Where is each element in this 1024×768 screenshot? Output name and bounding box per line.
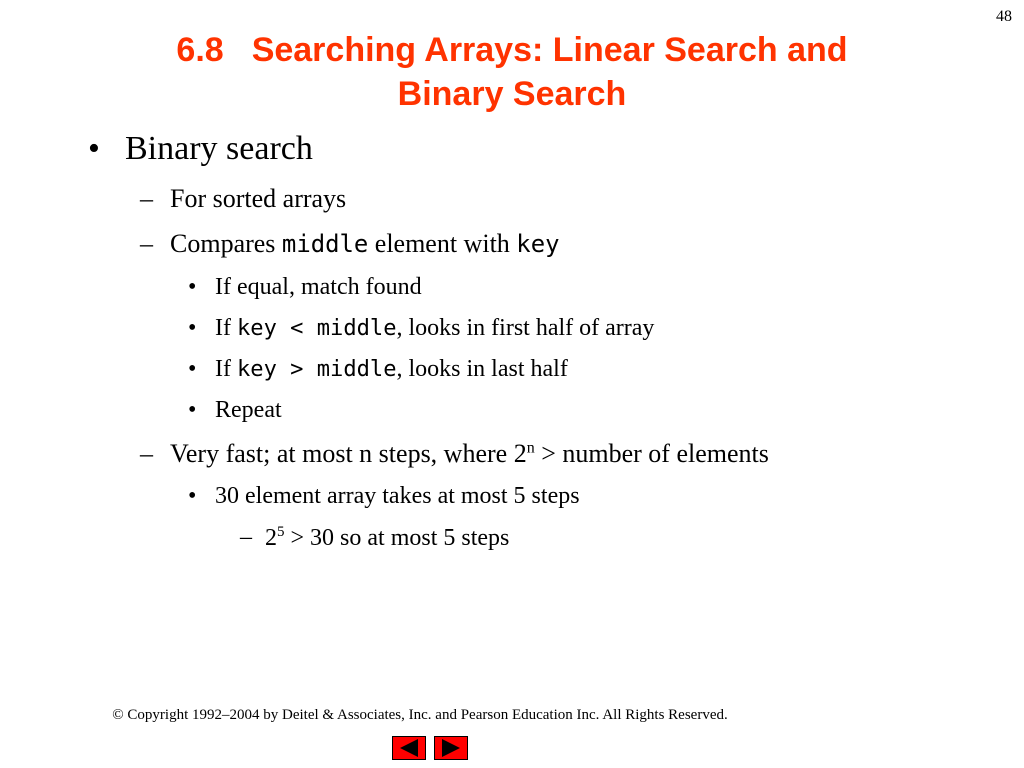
bullet-binary-search: Binary search (125, 130, 313, 167)
bullet-marker: • (88, 130, 100, 167)
text: Very fast; at most n steps, where 2 (170, 439, 527, 468)
bullet-very-fast (170, 439, 769, 469)
bullet-equal-match: If equal, match found (215, 274, 422, 300)
slide-number: 48 (996, 8, 1012, 25)
text: > number of elements (534, 439, 769, 468)
dash-marker: – (240, 524, 252, 550)
bullet-2-pow-5 (265, 524, 509, 552)
copyright-footer: © Copyright 1992–2004 by Deitel & Associates, Inc. and Pearson Education Inc. All Rights Reserved. (112, 707, 728, 723)
bullet-marker: • (188, 274, 197, 300)
slide-title (40, 28, 984, 116)
title-text-1: Searching Arrays: Linear Search and (251, 31, 848, 69)
arrow-left-icon (393, 737, 425, 759)
arrow-right-icon (435, 737, 467, 759)
code-key-greater-middle: key > middle (236, 357, 397, 382)
superscript: 5 (277, 524, 285, 540)
bullet-marker: • (188, 483, 197, 509)
bullet-30-elements: 30 element array takes at most 5 steps (215, 483, 580, 509)
text: If (215, 315, 237, 341)
bullet-key-less (215, 315, 654, 342)
previous-slide-button[interactable] (392, 736, 426, 760)
section-number: 6.8 (176, 31, 224, 69)
bullet-marker: • (188, 397, 197, 423)
text: Compares (170, 229, 282, 258)
title-line-2: Binary Search (397, 75, 627, 113)
text: If (215, 356, 237, 382)
superscript: n (526, 439, 535, 457)
code-key: key (516, 230, 560, 258)
text: , looks in first half of array (396, 315, 655, 341)
code-key-less-middle: key < middle (236, 316, 397, 341)
dash-marker: – (140, 229, 153, 258)
dash-marker: – (140, 184, 153, 213)
bullet-key-greater (215, 356, 568, 383)
text: , looks in last half (396, 356, 568, 382)
bullet-compares (170, 229, 559, 259)
bullet-marker: • (188, 356, 197, 382)
next-slide-button[interactable] (434, 736, 468, 760)
text: 2 (265, 525, 277, 551)
bullet-marker: • (188, 315, 197, 341)
title-line-1 (40, 28, 984, 72)
dash-marker: – (140, 439, 153, 468)
bullet-sorted-arrays: For sorted arrays (170, 184, 347, 213)
code-middle: middle (281, 230, 369, 258)
text: > 30 so at most 5 steps (284, 525, 510, 551)
bullet-repeat: Repeat (215, 397, 282, 423)
text: element with (368, 229, 517, 258)
